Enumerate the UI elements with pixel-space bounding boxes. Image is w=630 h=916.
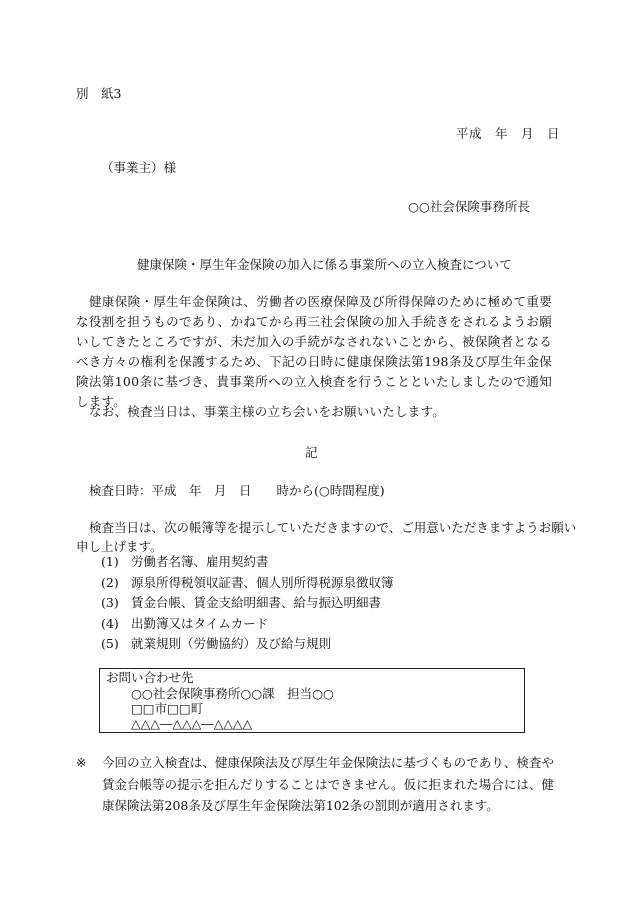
documents-intro-line-1: 検査当日は、次の帳簿等を提示していただきますので、ご用意いただきますようお願い [89,520,577,535]
document-title: 健康保険・厚生年金保険の加入に係る事業所への立入検査について [137,257,512,272]
item-number: (2) [101,574,119,590]
contact-phone: △△△―△△△―△△△△ [131,716,253,731]
inspection-datetime: 検査日時：平成 年 月 日 時から(○時間程度) [89,483,385,498]
contact-box [99,668,525,733]
sender: ○○社会保険事務所長 [408,199,530,214]
list-item [101,595,394,616]
recipient: （事業主）様 [101,160,177,175]
item-number: (1) [101,554,119,569]
item-text: 源泉所得税領収証書、個人別所得税源泉徴収簿 [131,574,394,590]
note-mark: ※ [76,755,87,770]
item-text: 労働者名簿、雇用契約書 [131,554,269,569]
note-text: 今回の立入検査は、健康保険法及び厚生年金保険法に基づくものであり、検査や賃金台帳等の提示を拒んだりすることはできません。仮に拒まれた場合には、健康保険法第208条及び厚生年金保険法第102条の罰則が適用されます。 [102,755,554,813]
contact-address: □□市□□町 [131,701,204,716]
item-number: (3) [101,595,119,610]
list-item [101,616,394,637]
body-paragraph-2 [76,402,552,422]
documents-intro-line-2: 申し上げます。 [76,539,163,554]
contact-office: ○○社会保険事務所○○課 担当○○ [131,686,334,701]
item-text: 賃金台帳、賃金支給明細書、給与振込明細書 [131,595,382,610]
item-text: 就業規則（労働協約）及び給与規則 [131,636,332,651]
item-text: 出勤簿又はタイムカード [131,615,269,631]
body-paragraph-1-text: 健康保険・厚生年金保険は、労働者の医療保障及び所得保障のために極めて重要な役割を担うものであり、かねてから再三社会保険の加入手続きをされるようお願いしてきたところですが、未だ加入の手続がなされないことから、被保険者となるべき方々の権利を保護するため、下記の日時に健康保険法第198条及び厚生年金保険法第100条に基づき、貴事業所への立入検査を行うことといたしましたので通知します。 [76,294,552,409]
list-item [101,575,394,596]
ki-heading: 記 [305,445,318,460]
item-number: (4) [101,615,119,631]
body-paragraph-1 [76,292,552,412]
list-item [101,636,394,657]
body-paragraph-2-text: なお、検査当日は、事業主様の立ち会いをお願いいたします。 [89,404,446,419]
documents-list [101,554,394,657]
date-line: 平成 年 月 日 [456,126,561,141]
item-number: (5) [101,636,119,651]
attachment-label: 別 紙3 [76,86,122,101]
contact-heading: お問い合わせ先 [106,670,194,685]
list-item [101,554,394,575]
